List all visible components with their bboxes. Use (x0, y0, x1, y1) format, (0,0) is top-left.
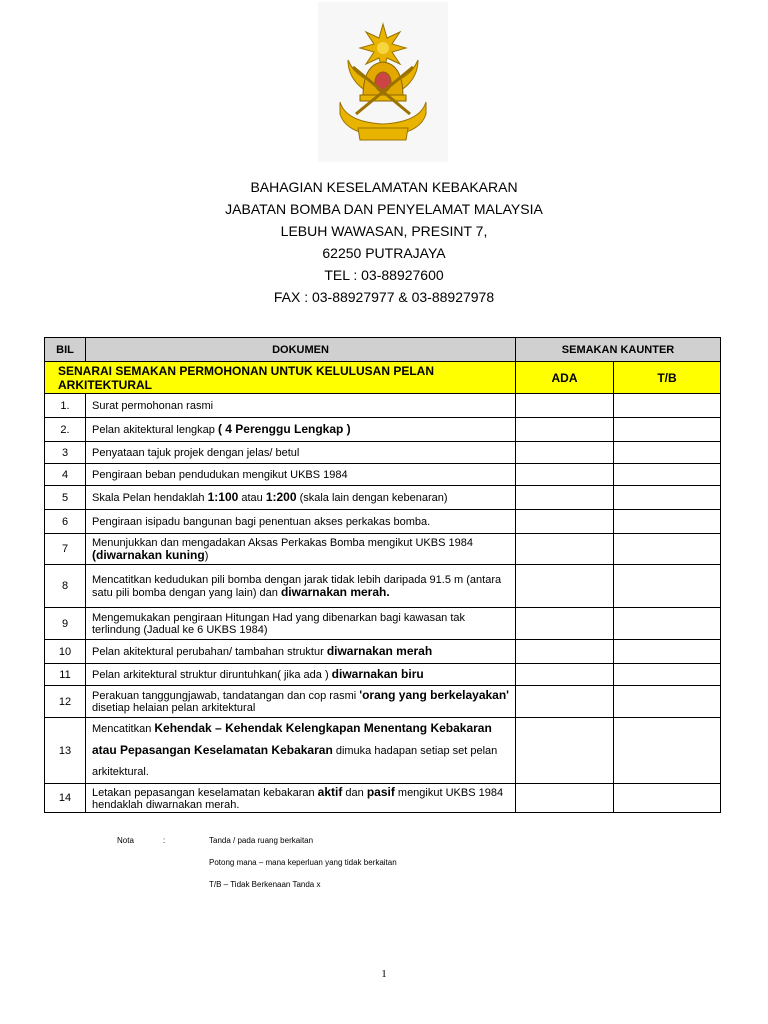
document-description (86, 442, 516, 464)
header-line-1: BAHAGIAN KESELAMATAN KEBAKARAN (250, 179, 518, 195)
header-line-4: 62250 PUTRAJAYA (322, 245, 446, 261)
ada-checkbox-cell[interactable] (516, 565, 614, 608)
document-description (86, 565, 516, 608)
col-tb-header: T/B (614, 362, 721, 394)
document-description (86, 510, 516, 534)
text: Skala Pelan hendaklah (92, 492, 208, 504)
bold-text: Kehendak – Kehendak Kelengkapan Menentang Kebakaran atau Pepasangan Keselamatan Kebakaran (92, 721, 492, 757)
tb-checkbox-cell[interactable] (614, 442, 721, 464)
text: ) (204, 549, 209, 562)
text: Menunjukkan dan mengadakan Aksas Perkakas Bomba mengikut UKBS 1984 (92, 536, 473, 549)
col-bil-header: BIL (45, 338, 86, 362)
bold-text: diwarnakan biru (331, 667, 424, 681)
row-number: 10 (45, 640, 86, 664)
row-number: 9 (45, 608, 86, 640)
row-number: 13 (45, 718, 86, 784)
tb-checkbox-cell[interactable] (614, 510, 721, 534)
checklist-table (44, 337, 721, 813)
bold-text: 'orang yang berkelayakan' (359, 688, 510, 702)
col-ada-header: ADA (516, 362, 614, 394)
document-description (86, 486, 516, 510)
row-number: 7 (45, 534, 86, 565)
text: dan (342, 786, 367, 799)
table-row (45, 608, 721, 640)
document-description (86, 664, 516, 686)
notes-colon: : (163, 836, 166, 845)
table-row (45, 486, 721, 510)
table-row (45, 664, 721, 686)
table-row (45, 510, 721, 534)
row-number: 4 (45, 464, 86, 486)
ada-checkbox-cell[interactable] (516, 718, 614, 784)
row-number: 2. (45, 418, 86, 442)
bold-text: ( 4 Perenggu Lengkap ) (217, 422, 351, 436)
table-row (45, 442, 721, 464)
ada-checkbox-cell[interactable] (516, 418, 614, 442)
page-number: 1 (381, 968, 387, 980)
table-row (45, 464, 721, 486)
table-row (45, 418, 721, 442)
document-description (86, 640, 516, 664)
text: Mencatitkan kedudukan pili bomba dengan jarak tidak lebih daripada 91.5 m (antara satu pili bomba dengan yang lain) dan (92, 573, 502, 599)
tb-checkbox-cell[interactable] (614, 784, 721, 813)
ada-checkbox-cell[interactable] (516, 534, 614, 565)
ada-checkbox-cell[interactable] (516, 686, 614, 718)
text: Pelan akitektural lengkap (92, 424, 218, 436)
ada-checkbox-cell[interactable] (516, 784, 614, 813)
bold-text: diwarnakan merah (326, 644, 433, 658)
text: Surat permohonan rasmi (92, 399, 214, 412)
bold-text: pasif (366, 784, 395, 799)
row-number: 14 (45, 784, 86, 813)
document-description (86, 418, 516, 442)
table-row (45, 394, 721, 418)
bold-text: (diwarnakan kuning (92, 547, 205, 562)
bold-text: aktif (317, 784, 343, 799)
text: Letakan pepasangan keselamatan kebakaran (92, 786, 318, 799)
document-description (86, 718, 516, 784)
bomba-crest-logo (318, 2, 448, 162)
col-dokumen-header: DOKUMEN (86, 338, 516, 362)
header-line-5: TEL : 03-88927600 (324, 267, 444, 283)
row-number: 1. (45, 394, 86, 418)
row-number: 3 (45, 442, 86, 464)
tb-checkbox-cell[interactable] (614, 640, 721, 664)
text: disetiap helaian pelan arkitektural (92, 702, 256, 714)
ada-checkbox-cell[interactable] (516, 394, 614, 418)
ada-checkbox-cell[interactable] (516, 640, 614, 664)
document-description (86, 608, 516, 640)
header-line-2: JABATAN BOMBA DAN PENYELAMAT MALAYSIA (225, 201, 543, 217)
ada-checkbox-cell[interactable] (516, 442, 614, 464)
tb-checkbox-cell[interactable] (614, 608, 721, 640)
text: Perakuan tanggungjawab, tandatangan dan cop rasmi (92, 690, 360, 702)
text: Penyataan tajuk projek dengan jelas/ betul (92, 446, 300, 459)
text: dimuka hadapan setiap set pelan arkitektural. (92, 745, 498, 778)
bold-text: diwarnakan merah. (280, 584, 390, 599)
table-row (45, 718, 721, 784)
row-number: 6 (45, 510, 86, 534)
tb-checkbox-cell[interactable] (614, 418, 721, 442)
ada-checkbox-cell[interactable] (516, 510, 614, 534)
text: Pelan arkitektural struktur diruntuhkan( jika ada ) (92, 669, 332, 681)
table-row (45, 784, 721, 813)
text: atau (238, 492, 266, 504)
tb-checkbox-cell[interactable] (614, 394, 721, 418)
ada-checkbox-cell[interactable] (516, 608, 614, 640)
document-description (86, 784, 516, 813)
text: Mencatitkan (92, 723, 155, 735)
row-number: 5 (45, 486, 86, 510)
section-title: SENARAI SEMAKAN PERMOHONAN UNTUK KELULUSAN PELAN ARKITEKTURAL (45, 362, 516, 394)
tb-checkbox-cell[interactable] (614, 565, 721, 608)
bold-text: 1:100 (207, 490, 239, 504)
header-line-3: LEBUH WAWASAN, PRESINT 7, (280, 223, 488, 239)
ada-checkbox-cell[interactable] (516, 464, 614, 486)
text: Mengemukakan pengiraan Hitungan Had yang dibenarkan bagi kawasan tak terlindung (Jadual ke 6 UKBS 1984) (92, 611, 466, 636)
text: mengikut UKBS 1984 hendaklah diwarnakan merah. (92, 786, 504, 811)
document-description (86, 686, 516, 718)
text: Pelan akitektural perubahan/ tambahan struktur (92, 646, 327, 658)
row-number: 8 (45, 565, 86, 608)
note-line-2: Potong mana – mana keperluan yang tidak berkaitan (209, 858, 397, 867)
document-description (86, 534, 516, 565)
bold-text: 1:200 (265, 490, 297, 504)
row-number: 12 (45, 686, 86, 718)
col-semakan-header: SEMAKAN KAUNTER (516, 338, 721, 362)
note-line-1: Tanda / pada ruang berkaitan (209, 836, 314, 845)
logo-area (318, 2, 448, 162)
document-description (86, 464, 516, 486)
text: Pengiraan isipadu bangunan bagi penentuan akses perkakas bomba. (92, 515, 431, 528)
tb-checkbox-cell[interactable] (614, 664, 721, 686)
table-row (45, 640, 721, 664)
tb-checkbox-cell[interactable] (614, 718, 721, 784)
tb-checkbox-cell[interactable] (614, 486, 721, 510)
header-line-6: FAX : 03-88927977 & 03-88927978 (273, 289, 495, 305)
table-row (45, 565, 721, 608)
text: (skala lain dengan kebenaran) (296, 492, 448, 504)
tb-checkbox-cell[interactable] (614, 534, 721, 565)
ada-checkbox-cell[interactable] (516, 486, 614, 510)
tb-checkbox-cell[interactable] (614, 464, 721, 486)
table-row (45, 534, 721, 565)
checklist-rows (45, 394, 721, 813)
document-description (86, 394, 516, 418)
text: Pengiraan beban pendudukan mengikut UKBS 1984 (92, 468, 348, 481)
note-line-3: T/B – Tidak Berkenaan Tanda x (209, 880, 321, 889)
table-row (45, 686, 721, 718)
ada-checkbox-cell[interactable] (516, 664, 614, 686)
notes-label: Nota (117, 836, 134, 845)
tb-checkbox-cell[interactable] (614, 686, 721, 718)
row-number: 11 (45, 664, 86, 686)
